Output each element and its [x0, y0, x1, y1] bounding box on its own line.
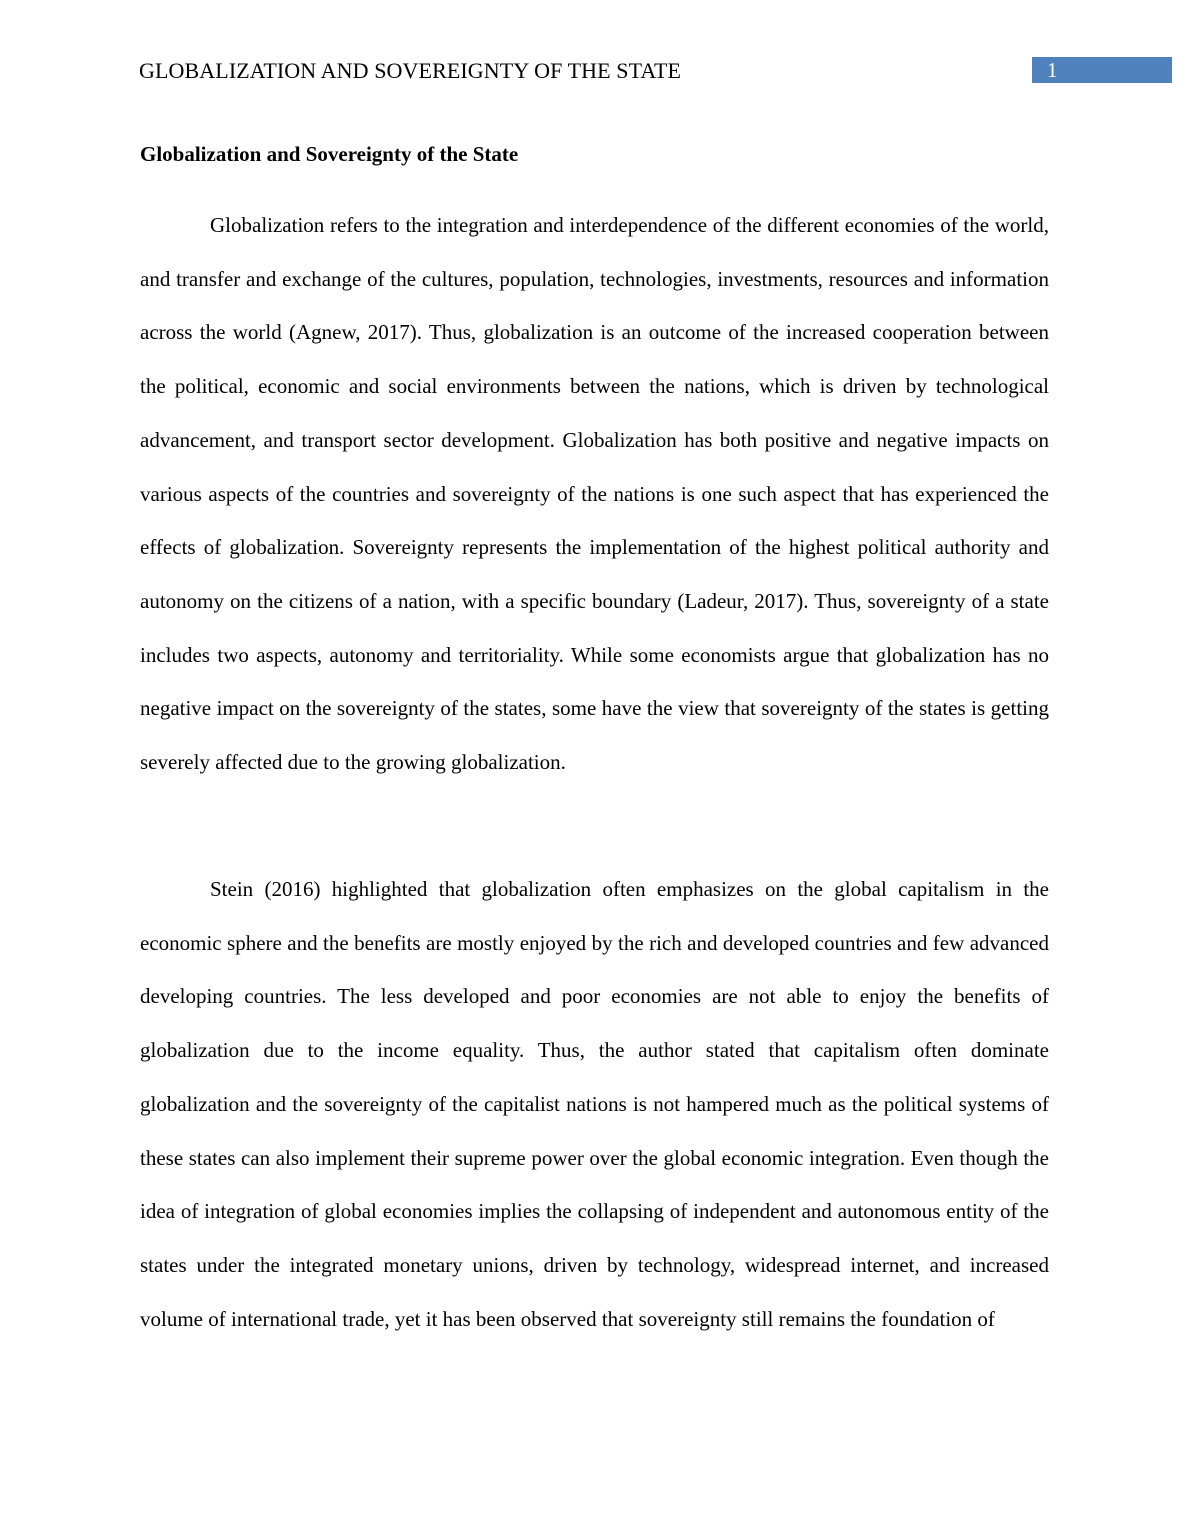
paragraph-2: Stein (2016) highlighted that globalization often emphasizes on the global capitalism in the economic sphere and the benefits are mostly enjoyed by the rich and developed countries and few advanced developing countries. The less developed and poor economies are not able to enjoy the benefits of globalization due to the income equality. Thus, the author stated that capitalism often dominate globalization and the sovereignty of the capitalist nations is not hampered much as the political systems of these states can also implement their supreme power over the global economic integration. Even though the idea of integration of global economies implies the collapsing of independent and autonomous entity of the states under the integrated monetary unions, driven by technology, widespread internet, and increased volume of international trade, yet it has been observed that sovereignty still remains the foundation of	[140, 877, 1049, 1331]
page-number: 1	[1047, 58, 1058, 82]
page-number-badge	[1032, 57, 1172, 83]
document-title: Globalization and Sovereignty of the State	[140, 142, 519, 166]
running-head: GLOBALIZATION AND SOVEREIGNTY OF THE STATE	[139, 58, 682, 83]
paragraph-1: Globalization refers to the integration and interdependence of the different economies of the world, and transfer and exchange of the cultures, population, technologies, investments, resources and information across the world (Agnew, 2017). Thus, globalization is an outcome of the increased cooperation between the political, economic and social environments between the nations, which is driven by technological advancement, and transport sector development. Globalization has both positive and negative impacts on various aspects of the countries and sovereignty of the nations is one such aspect that has experienced the effects of globalization. Sovereignty represents the implementation of the highest political authority and autonomy on the citizens of a nation, with a specific boundary (Ladeur, 2017). Thus, sovereignty of a state includes two aspects, autonomy and territoriality. While some economists argue that globalization has no negative impact on the sovereignty of the states, some have the view that sovereignty of the states is getting severely affected due to the growing globalization.	[140, 213, 1049, 775]
